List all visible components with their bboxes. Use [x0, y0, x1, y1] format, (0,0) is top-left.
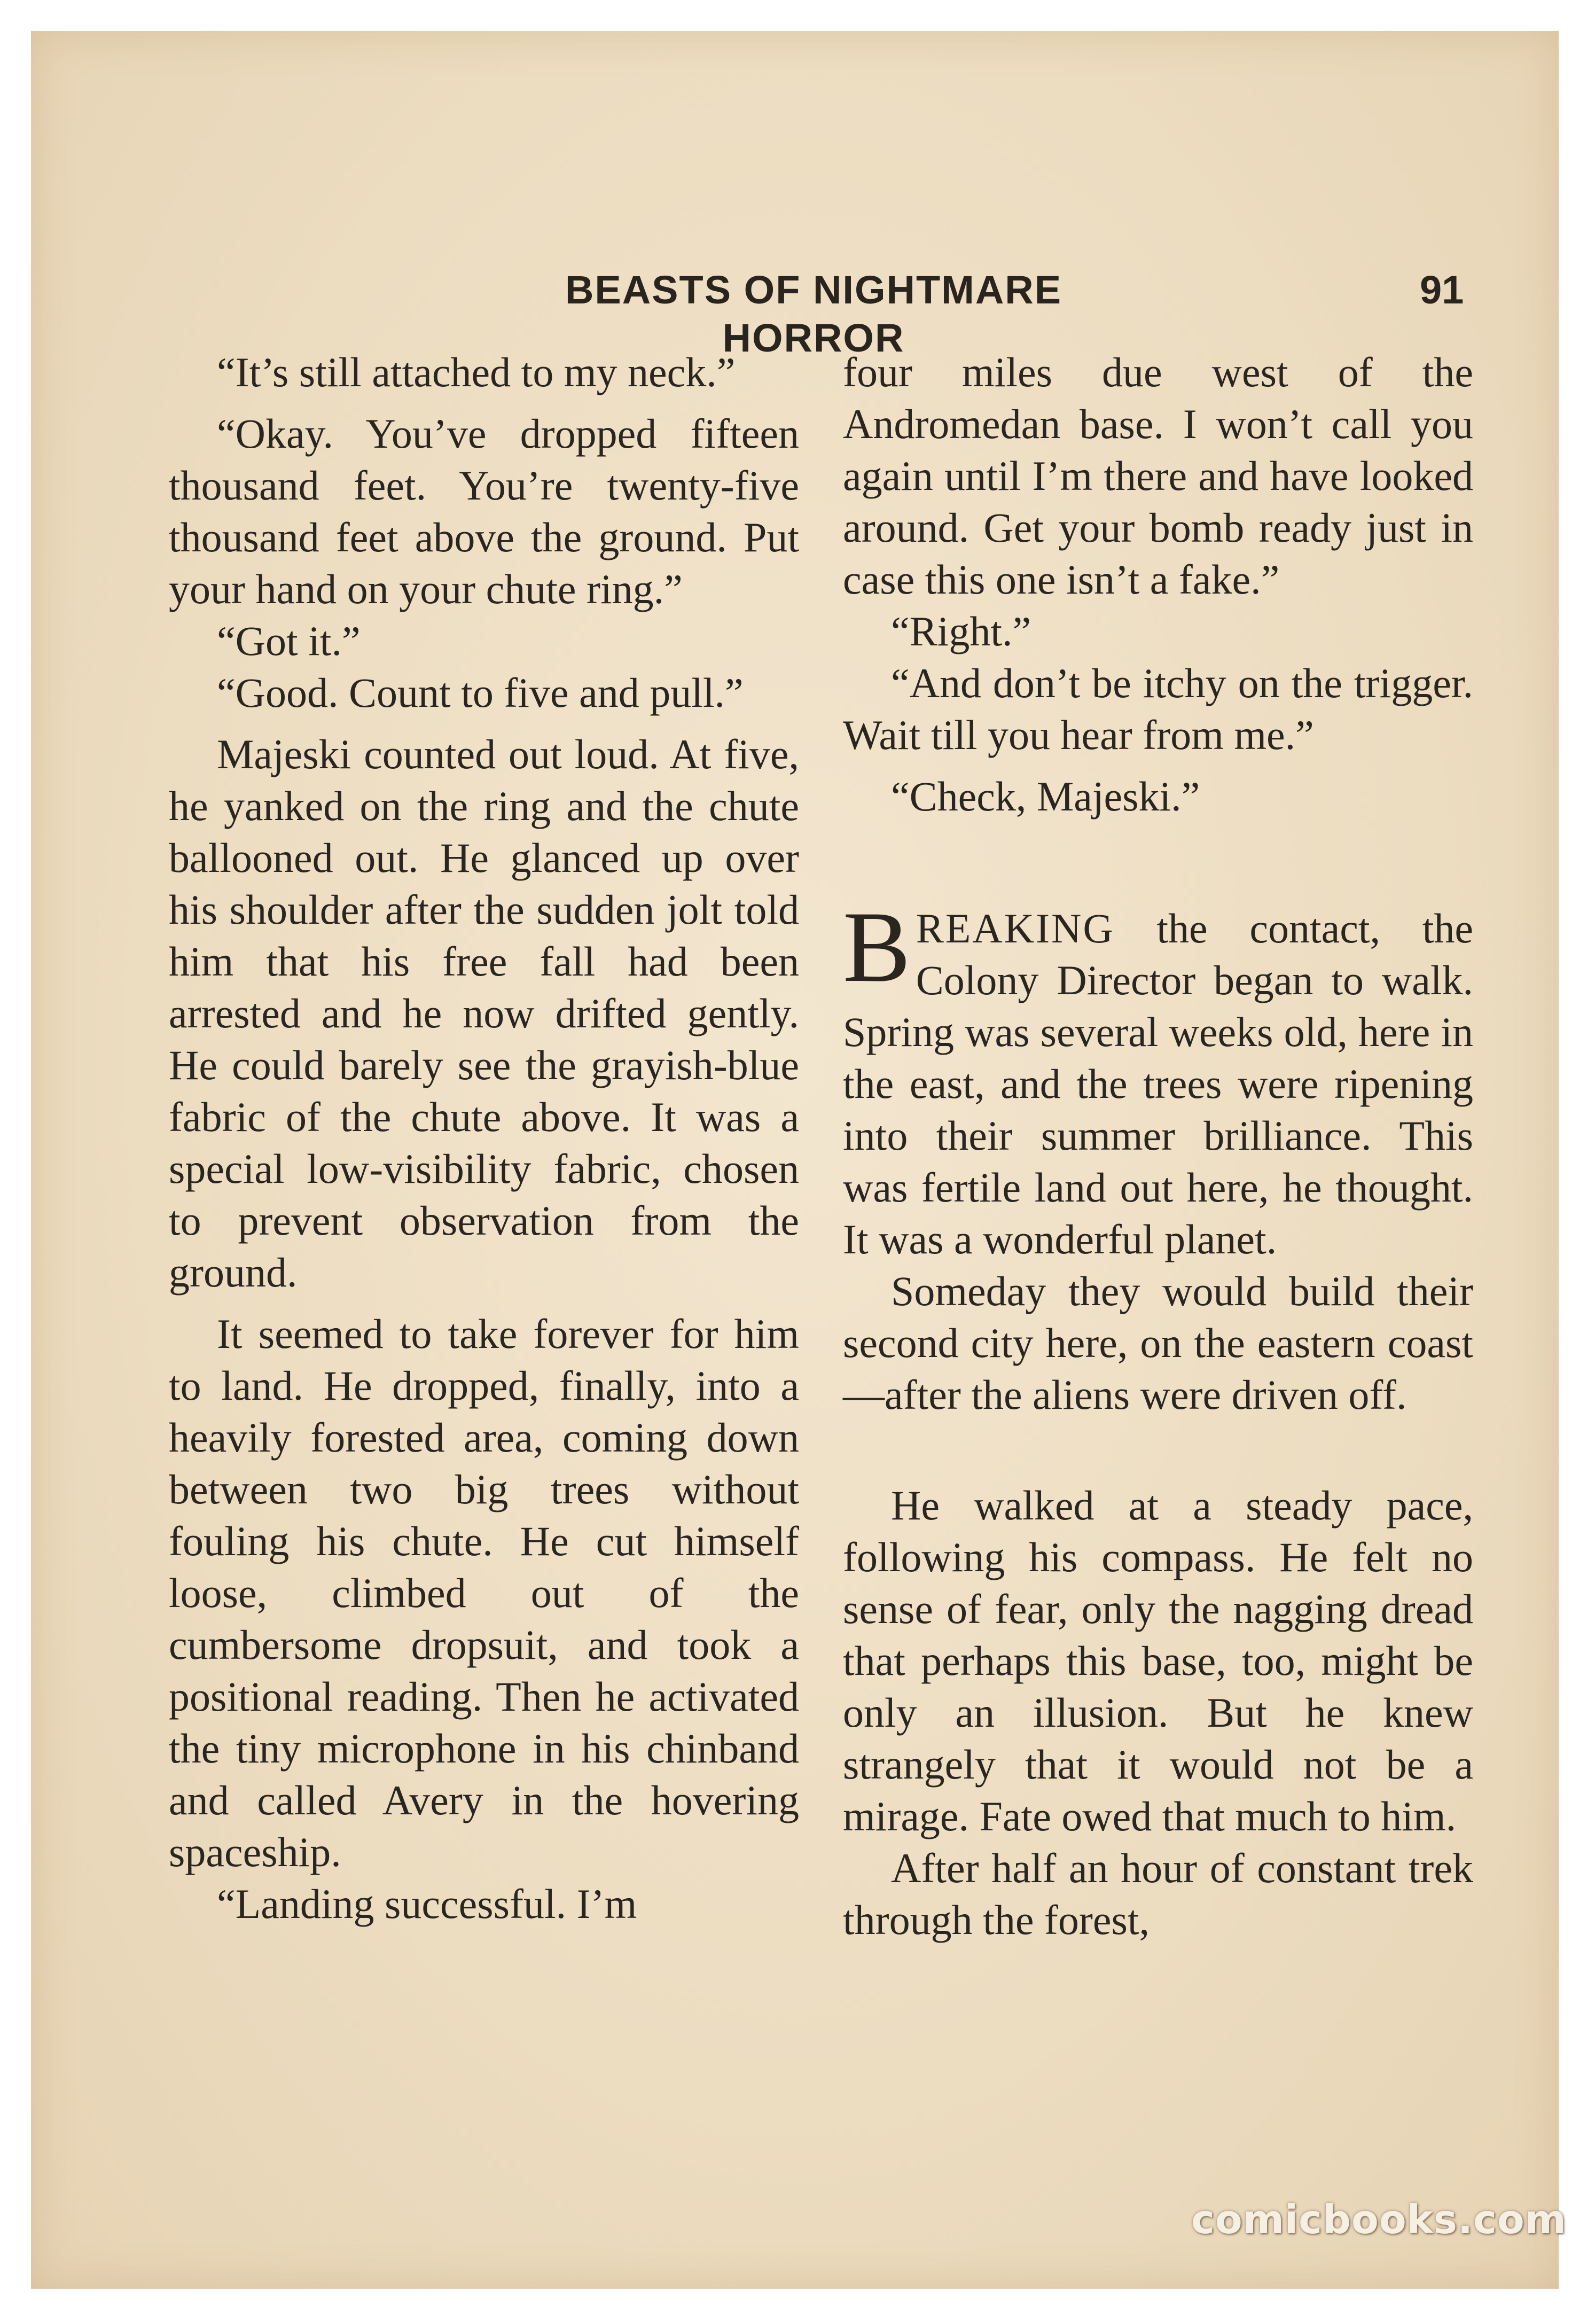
page-scan — [31, 31, 1559, 2289]
drop-cap: B — [843, 891, 911, 1003]
paragraph: “And don’t be itchy on the trigger. Wait till you hear from me.” — [843, 660, 1473, 758]
paragraph: He walked at a steady pace, following his compass. He felt no sense of fear, only the nagging dread that perhaps this base, too, might be only an illusion. But he knew strangely that it would not be a mirage. Fate owed that much to him. — [843, 1482, 1473, 1839]
paragraph: “It’s still attached to my neck.” — [217, 349, 736, 395]
right-column — [843, 346, 1473, 1946]
paragraph: After half an hour of constant trek through the forest, — [843, 1845, 1473, 1943]
paragraph: “Good. Count to five and pull.” — [217, 669, 744, 716]
section-opening-paragraph — [843, 891, 1473, 1265]
left-column — [169, 346, 799, 1930]
page-number: 91 — [1420, 268, 1464, 312]
scene-break — [843, 1421, 1473, 1479]
paragraph: “Got it.” — [217, 618, 361, 664]
running-header: BEASTS OF NIGHTMARE HORROR — [565, 268, 1062, 360]
section-text: the contact, the Colony Director began to walk. Spring was several weeks old, here in the east, and the trees were ripening into their summer brilliance. This was fertile land out here, he thought. It was a wonderful planet. — [843, 905, 1473, 1262]
paragraph: “Landing successful. I’m — [217, 1881, 637, 1927]
paragraph: Majeski counted out loud. At five, he yanked on the ring and the chute ballooned out. He glanced up over his shoulder after the sudden jolt told him that his free fall had been arrested and he now drifted gently. He could barely see the grayish-blue fabric of the chute above. It was a special low-visibility fabric, chosen to prevent observation from the ground. — [169, 731, 799, 1296]
paragraph: “Right.” — [891, 608, 1031, 654]
paragraph: Someday they would build their second city here, on the eastern coast—after the aliens were driven off. — [843, 1268, 1473, 1418]
watermark: comicbooks.com — [1191, 2197, 1567, 2243]
paragraph: “Okay. You’ve dropped fifteen thousand feet. You’re twenty-five thousand feet above the ground. Put your hand on your chute ring.” — [169, 410, 799, 612]
paragraph: four miles due west of the Andromedan base. I won’t call you again until I’m there and have looked around. Get your bomb ready just in case this one isn’t a fake.” — [843, 349, 1473, 603]
opening-caps: REAKING — [916, 905, 1115, 952]
paragraph: “Check, Majeski.” — [891, 773, 1200, 820]
paragraph: It seemed to take forever for him to land. He dropped, finally, into a heavily forested area, coming down between two big trees without fouling his chute. He cut himself loose, climbed out of the cumbersome dropsuit, and took a positional reading. Then he activated the tiny microphone in his chinband and called Avery in the hovering spaceship. — [169, 1311, 799, 1875]
